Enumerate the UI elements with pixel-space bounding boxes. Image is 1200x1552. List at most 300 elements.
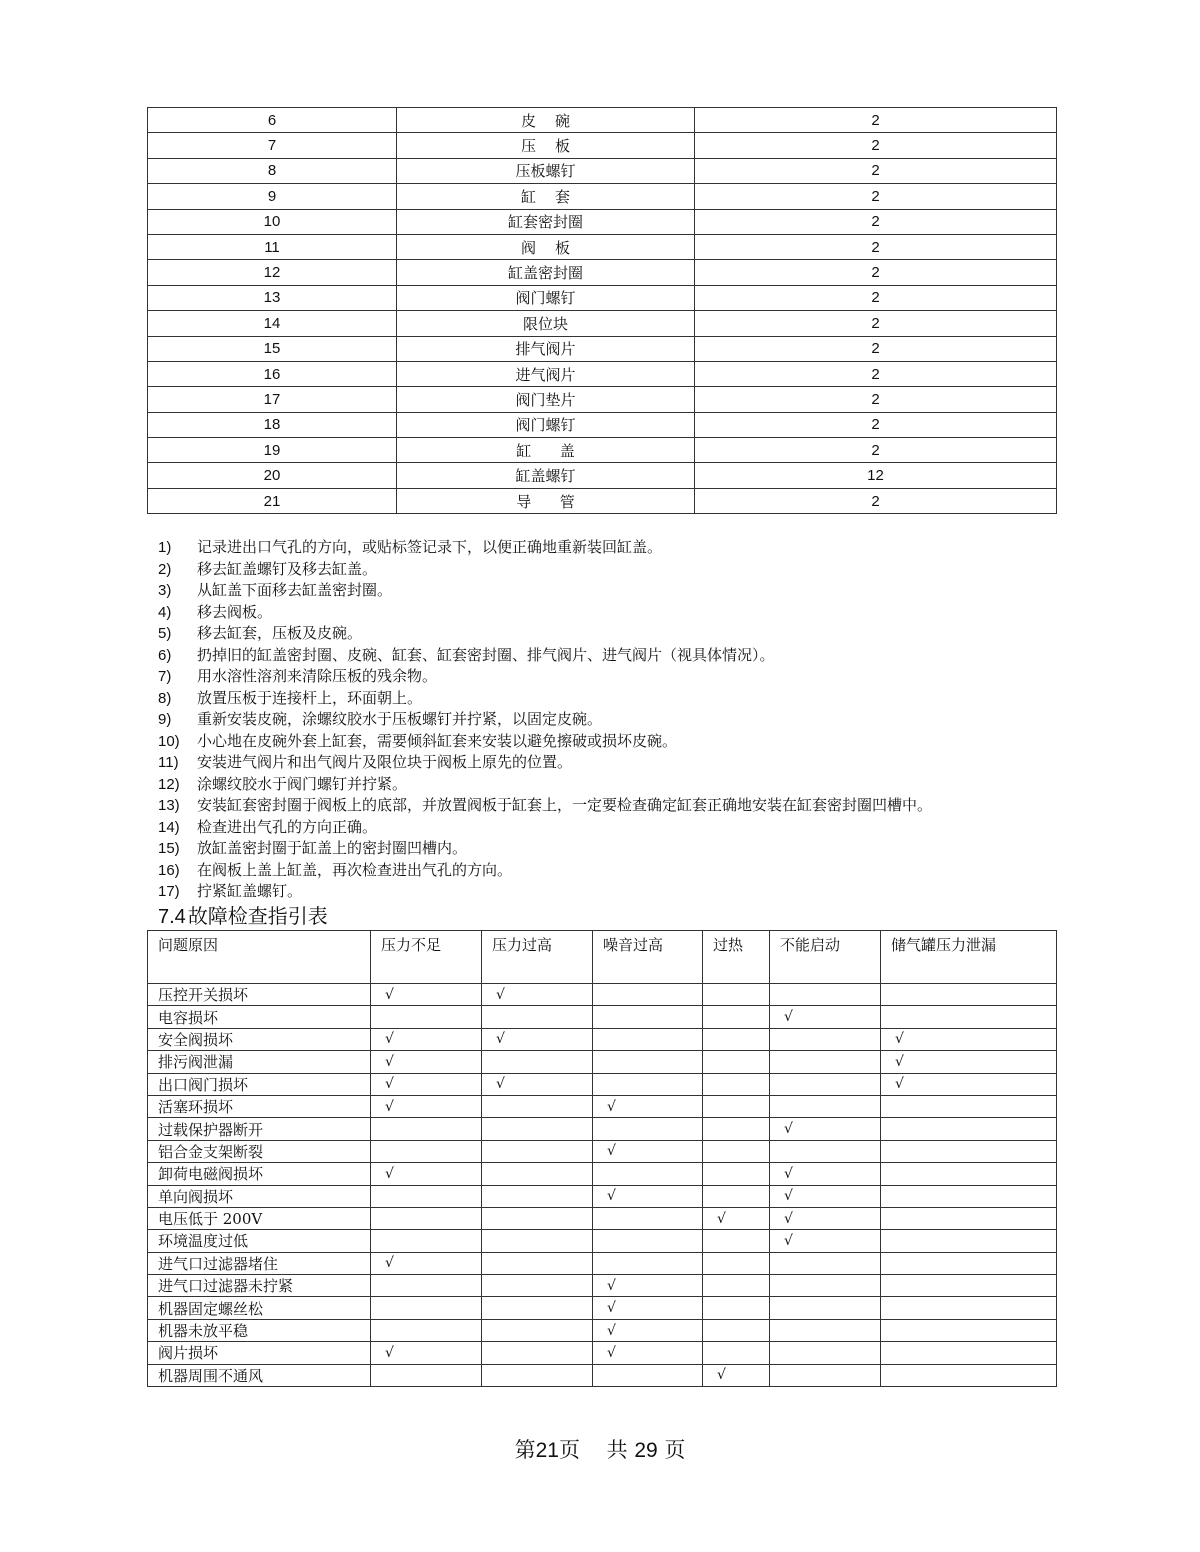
fault-symptom-cell	[371, 1230, 482, 1252]
fault-symptom-cell	[703, 1297, 770, 1319]
fault-symptom-cell	[371, 1028, 482, 1050]
step-text: 移去缸盖螺钉及移去缸盖。	[197, 559, 378, 578]
part-number-cell: 14	[148, 311, 397, 336]
step-item	[158, 688, 1058, 710]
part-quantity-cell: 2	[695, 285, 1057, 310]
fault-table-row	[148, 1185, 1057, 1207]
fault-symptom-cell	[593, 1275, 703, 1297]
fault-symptom-cell	[881, 1185, 1057, 1207]
check-mark: √	[607, 1300, 616, 1317]
fault-symptom-cell	[770, 1051, 881, 1073]
parts-table-row	[148, 336, 1057, 361]
step-number: 9)	[158, 711, 172, 728]
fault-symptom-cell	[371, 1275, 482, 1297]
part-name-cell: 阀门螺钉	[397, 285, 695, 310]
step-item	[158, 666, 1058, 688]
step-text: 移去缸套，压板及皮碗。	[197, 624, 363, 642]
step-text: 放置压板于连接杆上，环面朝上。	[197, 688, 423, 707]
fault-symptom-cell	[703, 1230, 770, 1252]
fault-symptom-cell	[881, 984, 1057, 1006]
step-number: 14)	[158, 818, 180, 836]
check-mark: √	[385, 1053, 394, 1070]
fault-symptom-cell	[703, 1140, 770, 1162]
step-item	[158, 559, 1058, 581]
step-number: 13)	[158, 797, 180, 814]
current-page-number: 21	[535, 1439, 559, 1462]
step-item	[158, 795, 1058, 817]
fault-symptom-cell	[770, 1185, 881, 1207]
check-mark: √	[607, 1344, 616, 1361]
fault-symptom-cell	[371, 1207, 482, 1229]
fault-symptom-cell	[881, 1319, 1057, 1341]
step-text: 放缸盖密封圈于缸盖上的密封圈凹槽内。	[197, 839, 468, 857]
fault-symptom-cell	[881, 1230, 1057, 1252]
fault-check-table	[147, 930, 1057, 1387]
parts-table-row	[148, 234, 1057, 259]
check-mark: √	[385, 986, 394, 1003]
fault-symptom-cell	[371, 1163, 482, 1185]
fault-symptom-cell	[482, 1185, 593, 1207]
fault-symptom-cell	[371, 1342, 482, 1364]
fault-table-row	[148, 1342, 1057, 1364]
step-text: 在阀板上盖上缸盖，再次检查进出气孔的方向。	[197, 860, 513, 879]
part-name-cell: 排气阀片	[397, 336, 695, 361]
step-text: 安装进气阀片和出气阀片及限位块于阀板上原先的位置。	[197, 753, 573, 771]
fault-symptom-cell	[371, 1118, 482, 1140]
footer-suffix: 页	[657, 1438, 686, 1462]
fault-symptom-cell	[703, 1095, 770, 1117]
parts-table	[147, 107, 1057, 514]
part-number-cell: 16	[148, 361, 397, 386]
fault-symptom-cell	[881, 1028, 1057, 1050]
fault-symptom-cell	[881, 1163, 1057, 1185]
section-heading	[158, 903, 328, 930]
fault-symptom-cell	[881, 1051, 1057, 1073]
footer-middle: 页 共	[558, 1438, 635, 1462]
fault-symptom-cell	[593, 1364, 703, 1386]
fault-symptom-cell	[593, 1230, 703, 1252]
part-number-cell: 21	[148, 488, 397, 513]
check-mark: √	[385, 1076, 394, 1093]
step-item	[158, 881, 1058, 903]
check-mark: √	[895, 1053, 904, 1070]
fault-header-cell: 储气罐压力泄漏	[881, 931, 1057, 984]
fault-symptom-cell	[770, 1028, 881, 1050]
part-quantity-cell: 2	[695, 387, 1057, 412]
part-number-cell: 12	[148, 260, 397, 285]
check-mark: √	[717, 1210, 726, 1227]
step-number: 12)	[158, 775, 180, 793]
part-name-cell: 压板螺钉	[397, 158, 695, 183]
step-text: 移去阀板。	[197, 602, 273, 621]
part-name-cell: 缸套密封圈	[397, 209, 695, 234]
fault-table-header-row	[148, 931, 1057, 984]
fault-symptom-cell	[703, 984, 770, 1006]
check-mark: √	[784, 1210, 793, 1227]
fault-cause-cell: 进气口过滤器未拧紧	[148, 1275, 371, 1297]
fault-symptom-cell	[770, 1095, 881, 1117]
part-quantity-cell: 2	[695, 184, 1057, 209]
fault-symptom-cell	[482, 1051, 593, 1073]
part-name-cell: 阀门垫片	[397, 387, 695, 412]
fault-symptom-cell	[770, 1073, 881, 1095]
disassembly-steps-list	[158, 537, 1058, 903]
part-number-cell: 20	[148, 463, 397, 488]
step-text: 扔掉旧的缸盖密封圈、皮碗、缸套、缸套密封圈、排气阀片、进气阀片（视具体情况）。	[197, 645, 775, 664]
fault-symptom-cell	[770, 1297, 881, 1319]
part-name-cell: 导 管	[397, 488, 695, 513]
fault-symptom-cell	[770, 1230, 881, 1252]
step-number: 15)	[158, 840, 180, 857]
part-quantity-cell: 2	[695, 234, 1057, 259]
part-quantity-cell: 2	[695, 336, 1057, 361]
fault-table-row	[148, 1163, 1057, 1185]
section-number: 7.4	[158, 906, 186, 928]
step-text: 检查进出气孔的方向正确。	[197, 817, 378, 836]
fault-symptom-cell	[593, 1006, 703, 1028]
step-item	[158, 580, 1058, 602]
fault-header-cell: 压力过高	[482, 931, 593, 984]
step-number: 7)	[158, 668, 172, 685]
step-text: 安装缸套密封圈于阀板上的底部，并放置阀板于缸套上，一定要检查确定缸套正确地安装在缸套密封圈凹槽中。	[197, 796, 933, 814]
part-name-cell: 压 板	[397, 133, 695, 158]
fault-symptom-cell	[703, 1051, 770, 1073]
step-item	[158, 709, 1058, 731]
fault-table-row	[148, 1006, 1057, 1028]
fault-symptom-cell	[593, 1095, 703, 1117]
fault-table-body	[148, 984, 1057, 1387]
step-number: 16)	[158, 861, 180, 879]
fault-header-cell: 压力不足	[371, 931, 482, 984]
part-number-cell: 15	[148, 336, 397, 361]
check-mark: √	[784, 1009, 793, 1026]
step-number: 8)	[158, 689, 172, 707]
check-mark: √	[607, 1322, 616, 1339]
fault-symptom-cell	[482, 1342, 593, 1364]
fault-symptom-cell	[770, 1342, 881, 1364]
fault-header-cell: 不能启动	[770, 931, 881, 984]
part-number-cell: 18	[148, 412, 397, 437]
parts-table-row	[148, 158, 1057, 183]
fault-symptom-cell	[770, 1163, 881, 1185]
fault-symptom-cell	[770, 984, 881, 1006]
step-number: 6)	[158, 646, 172, 664]
fault-symptom-cell	[770, 1319, 881, 1341]
fault-symptom-cell	[482, 1006, 593, 1028]
check-mark: √	[607, 1188, 616, 1205]
step-item	[158, 860, 1058, 882]
step-number: 11)	[158, 754, 179, 771]
fault-symptom-cell	[770, 1252, 881, 1274]
check-mark: √	[385, 1165, 394, 1182]
parts-table-row	[148, 133, 1057, 158]
fault-symptom-cell	[881, 1095, 1057, 1117]
part-number-cell: 10	[148, 209, 397, 234]
part-quantity-cell: 2	[695, 108, 1057, 133]
check-mark: √	[895, 1031, 904, 1048]
fault-cause-cell: 单向阀损坏	[148, 1185, 371, 1207]
step-number: 1)	[158, 539, 172, 556]
fault-table-row	[148, 1319, 1057, 1341]
fault-cause-cell: 机器未放平稳	[148, 1319, 371, 1341]
part-quantity-cell: 2	[695, 412, 1057, 437]
part-name-cell: 缸 盖	[397, 438, 695, 463]
fault-table-row	[148, 1252, 1057, 1274]
fault-cause-cell: 环境温度过低	[148, 1230, 371, 1252]
fault-table-row	[148, 984, 1057, 1006]
fault-symptom-cell	[371, 1297, 482, 1319]
fault-symptom-cell	[371, 1252, 482, 1274]
parts-table-row	[148, 488, 1057, 513]
fault-cause-cell: 机器固定螺丝松	[148, 1297, 371, 1319]
fault-symptom-cell	[881, 1207, 1057, 1229]
fault-symptom-cell	[593, 984, 703, 1006]
check-mark: √	[385, 1098, 394, 1115]
fault-symptom-cell	[482, 1297, 593, 1319]
fault-table-row	[148, 1364, 1057, 1386]
parts-table-row	[148, 311, 1057, 336]
part-name-cell: 限位块	[397, 311, 695, 336]
fault-symptom-cell	[482, 1207, 593, 1229]
part-name-cell: 缸盖密封圈	[397, 260, 695, 285]
parts-table-row	[148, 260, 1057, 285]
step-text: 从缸盖下面移去缸盖密封圈。	[197, 581, 393, 599]
fault-symptom-cell	[703, 1207, 770, 1229]
fault-symptom-cell	[482, 1364, 593, 1386]
step-number: 2)	[158, 560, 172, 578]
part-name-cell: 阀 板	[397, 234, 695, 259]
step-number: 5)	[158, 625, 172, 642]
fault-cause-cell: 铝合金支架断裂	[148, 1140, 371, 1162]
fault-symptom-cell	[703, 1028, 770, 1050]
part-number-cell: 6	[148, 108, 397, 133]
fault-symptom-cell	[881, 1140, 1057, 1162]
fault-table-row	[148, 1297, 1057, 1319]
step-number: 3)	[158, 582, 172, 599]
fault-cause-cell: 活塞环损坏	[148, 1095, 371, 1117]
part-quantity-cell: 2	[695, 361, 1057, 386]
step-text: 拧紧缸盖螺钉。	[197, 882, 303, 900]
fault-symptom-cell	[593, 1342, 703, 1364]
step-number: 4)	[158, 603, 172, 621]
check-mark: √	[784, 1165, 793, 1182]
fault-symptom-cell	[371, 1140, 482, 1162]
fault-symptom-cell	[482, 1252, 593, 1274]
fault-cause-cell: 电压低于 200V	[148, 1207, 371, 1229]
fault-symptom-cell	[593, 1051, 703, 1073]
fault-header-cell: 过热	[703, 931, 770, 984]
step-item	[158, 623, 1058, 645]
step-number: 10)	[158, 732, 180, 750]
part-name-cell: 阀门螺钉	[397, 412, 695, 437]
fault-symptom-cell	[881, 1342, 1057, 1364]
fault-header-cell: 问题原因	[148, 931, 371, 984]
fault-symptom-cell	[881, 1275, 1057, 1297]
step-text: 重新安装皮碗，涂螺纹胶水于压板螺钉并拧紧，以固定皮碗。	[197, 710, 603, 728]
parts-table-row	[148, 108, 1057, 133]
fault-table-row	[148, 1073, 1057, 1095]
check-mark: √	[784, 1232, 793, 1249]
part-quantity-cell: 2	[695, 311, 1057, 336]
fault-symptom-cell	[881, 1118, 1057, 1140]
fault-table-row	[148, 1118, 1057, 1140]
step-item	[158, 602, 1058, 624]
fault-cause-cell: 排污阀泄漏	[148, 1051, 371, 1073]
parts-table-row	[148, 361, 1057, 386]
part-number-cell: 13	[148, 285, 397, 310]
fault-symptom-cell	[371, 1073, 482, 1095]
fault-symptom-cell	[703, 1006, 770, 1028]
check-mark: √	[496, 1076, 505, 1093]
fault-symptom-cell	[593, 1028, 703, 1050]
fault-cause-cell: 安全阀损坏	[148, 1028, 371, 1050]
part-number-cell: 8	[148, 158, 397, 183]
fault-table-row	[148, 1230, 1057, 1252]
step-item	[158, 752, 1058, 774]
fault-symptom-cell	[482, 1230, 593, 1252]
fault-symptom-cell	[593, 1073, 703, 1095]
fault-symptom-cell	[593, 1140, 703, 1162]
fault-table-row	[148, 1028, 1057, 1050]
check-mark: √	[607, 1277, 616, 1294]
fault-table-row	[148, 1051, 1057, 1073]
fault-symptom-cell	[770, 1140, 881, 1162]
fault-cause-cell: 过载保护器断开	[148, 1118, 371, 1140]
fault-cause-cell: 出口阀门损坏	[148, 1073, 371, 1095]
fault-table-row	[148, 1207, 1057, 1229]
fault-symptom-cell	[371, 984, 482, 1006]
fault-symptom-cell	[482, 1028, 593, 1050]
step-text: 记录进出口气孔的方向，或贴标签记录下，以便正确地重新装回缸盖。	[197, 538, 663, 556]
parts-table-row	[148, 463, 1057, 488]
fault-symptom-cell	[482, 984, 593, 1006]
fault-symptom-cell	[482, 1140, 593, 1162]
fault-cause-cell: 进气口过滤器堵住	[148, 1252, 371, 1274]
part-quantity-cell: 2	[695, 158, 1057, 183]
fault-symptom-cell	[703, 1319, 770, 1341]
fault-symptom-cell	[703, 1342, 770, 1364]
part-quantity-cell: 12	[695, 463, 1057, 488]
part-name-cell: 进气阀片	[397, 361, 695, 386]
fault-symptom-cell	[482, 1118, 593, 1140]
part-number-cell: 9	[148, 184, 397, 209]
fault-symptom-cell	[770, 1364, 881, 1386]
fault-symptom-cell	[371, 1364, 482, 1386]
check-mark: √	[607, 1143, 616, 1160]
check-mark: √	[784, 1188, 793, 1205]
fault-symptom-cell	[482, 1073, 593, 1095]
step-item	[158, 838, 1058, 860]
fault-symptom-cell	[482, 1163, 593, 1185]
part-name-cell: 皮 碗	[397, 108, 695, 133]
fault-symptom-cell	[593, 1297, 703, 1319]
check-mark: √	[717, 1367, 726, 1384]
fault-symptom-cell	[881, 1073, 1057, 1095]
check-mark: √	[607, 1098, 616, 1115]
fault-symptom-cell	[770, 1207, 881, 1229]
part-name-cell: 缸盖螺钉	[397, 463, 695, 488]
check-mark: √	[385, 1344, 394, 1361]
fault-symptom-cell	[593, 1118, 703, 1140]
step-item	[158, 645, 1058, 667]
fault-symptom-cell	[770, 1118, 881, 1140]
step-number: 17)	[158, 883, 180, 900]
check-mark: √	[385, 1031, 394, 1048]
fault-symptom-cell	[770, 1006, 881, 1028]
part-number-cell: 11	[148, 234, 397, 259]
check-mark: √	[895, 1076, 904, 1093]
fault-symptom-cell	[703, 1364, 770, 1386]
fault-symptom-cell	[703, 1252, 770, 1274]
fault-symptom-cell	[881, 1364, 1057, 1386]
step-text: 涂螺纹胶水于阀门螺钉并拧紧。	[197, 774, 408, 793]
part-number-cell: 7	[148, 133, 397, 158]
fault-header-cell: 噪音过高	[593, 931, 703, 984]
check-mark: √	[784, 1121, 793, 1138]
parts-table-row	[148, 285, 1057, 310]
fault-table-row	[148, 1095, 1057, 1117]
fault-symptom-cell	[371, 1095, 482, 1117]
part-number-cell: 17	[148, 387, 397, 412]
fault-symptom-cell	[703, 1073, 770, 1095]
fault-symptom-cell	[881, 1006, 1057, 1028]
fault-symptom-cell	[703, 1163, 770, 1185]
fault-symptom-cell	[593, 1252, 703, 1274]
fault-symptom-cell	[371, 1185, 482, 1207]
fault-symptom-cell	[371, 1319, 482, 1341]
check-mark: √	[496, 1031, 505, 1048]
fault-cause-cell: 电容损坏	[148, 1006, 371, 1028]
fault-symptom-cell	[881, 1252, 1057, 1274]
parts-table-row	[148, 412, 1057, 437]
step-item	[158, 731, 1058, 753]
fault-symptom-cell	[482, 1275, 593, 1297]
part-name-cell: 缸 套	[397, 184, 695, 209]
fault-symptom-cell	[593, 1319, 703, 1341]
step-item	[158, 537, 1058, 559]
part-quantity-cell: 2	[695, 260, 1057, 285]
fault-cause-cell: 压控开关损坏	[148, 984, 371, 1006]
fault-symptom-cell	[371, 1051, 482, 1073]
fault-symptom-cell	[703, 1185, 770, 1207]
fault-symptom-cell	[593, 1163, 703, 1185]
fault-symptom-cell	[482, 1095, 593, 1117]
total-pages-number: 29	[634, 1439, 658, 1462]
fault-symptom-cell	[593, 1185, 703, 1207]
footer-prefix: 第	[514, 1438, 536, 1462]
fault-symptom-cell	[770, 1275, 881, 1297]
check-mark: √	[385, 1255, 394, 1272]
part-quantity-cell: 2	[695, 209, 1057, 234]
step-text: 用水溶性溶剂来清除压板的残余物。	[197, 667, 438, 685]
fault-symptom-cell	[881, 1297, 1057, 1319]
fault-symptom-cell	[703, 1118, 770, 1140]
fault-table-row	[148, 1275, 1057, 1297]
parts-table-row	[148, 387, 1057, 412]
check-mark: √	[496, 986, 505, 1003]
parts-table-body	[148, 108, 1057, 514]
fault-symptom-cell	[371, 1006, 482, 1028]
part-quantity-cell: 2	[695, 488, 1057, 513]
part-quantity-cell: 2	[695, 438, 1057, 463]
step-item	[158, 774, 1058, 796]
fault-symptom-cell	[482, 1319, 593, 1341]
step-text: 小心地在皮碗外套上缸套，需要倾斜缸套来安装以避免擦破或损坏皮碗。	[197, 731, 678, 750]
fault-table-row	[148, 1140, 1057, 1162]
fault-symptom-cell	[593, 1207, 703, 1229]
parts-table-row	[148, 209, 1057, 234]
part-quantity-cell: 2	[695, 133, 1057, 158]
